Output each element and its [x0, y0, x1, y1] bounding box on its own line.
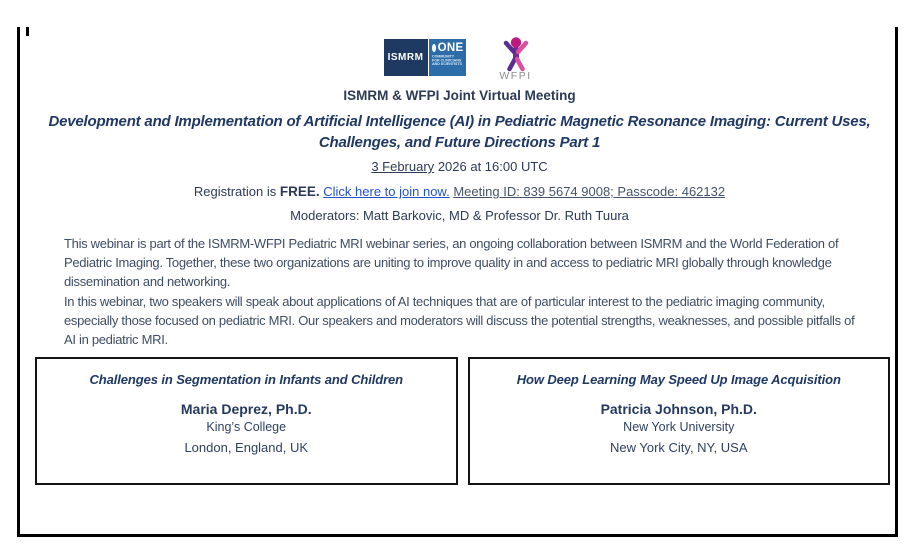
speaker-box-left [35, 357, 458, 485]
speaker-boxes-row [35, 357, 890, 485]
speaker-box-right [468, 357, 891, 485]
description-paragraph-1: This webinar is part of the ISMRM-WFPI Pediatric MRI webinar series, an ongoing collaboration between ISMRM and the World Federation of Pediatric Imaging. Together, these two organizations are uniting to improve quality in and access to pediatric MRI globally through knowledge dissemination and networking. [64, 236, 839, 289]
speaker-affiliation: New York University [623, 420, 735, 434]
ismrm-one-community-panel [429, 39, 466, 76]
ismrm-logo [384, 39, 466, 76]
ismrm-wordmark: ISMRM [384, 39, 429, 76]
one-globe-icon [432, 44, 436, 52]
speaker-location: London, England, UK [184, 440, 309, 455]
registration-free: FREE. [279, 184, 320, 199]
date-line [0, 159, 919, 174]
wfpi-logo [496, 36, 536, 82]
ismrm-sub-line: AND SCIENTISTS [431, 61, 462, 66]
speaker-name: Maria Deprez, Ph.D. [180, 401, 312, 417]
meeting-name: ISMRM & WFPI Joint Virtual Meeting [343, 88, 576, 103]
ismrm-sub-line: COMMUNITY [431, 55, 454, 59]
meeting-id-passcode[interactable]: Meeting ID: 839 5674 9008; Passcode: 462132 [453, 184, 726, 199]
registration-prefix: Registration is [193, 184, 277, 199]
speaker-name: Patricia Johnson, Ph.D. [600, 401, 757, 417]
talk-title: How Deep Learning May Speed Up Image Acquisition [516, 372, 841, 387]
webinar-title: Development and Implementation of Artificial Intelligence (AI) in Pediatric Magnetic Resonance Imaging: Current Uses, Challenges, and Future Directions Part 1 [48, 113, 871, 151]
date-link[interactable]: 3 February [371, 159, 435, 174]
ismrm-sub-line: FOR CLINICIANS [431, 58, 461, 63]
logos-row [0, 36, 919, 82]
date-rest: 2026 at 16:00 UTC [437, 159, 548, 174]
speaker-affiliation: King’s College [206, 420, 287, 434]
speaker-location: New York City, NY, USA [609, 440, 748, 455]
wfpi-person-icon [496, 36, 536, 72]
moderators-line: Moderators: Matt Barkovic, MD & Professor Dr. Ruth Tuura [290, 208, 629, 223]
description-paragraph-2: In this webinar, two speakers will speak about applications of AI techniques that are of particular interest to the pediatric imaging community, especially those focused on pediatric MRI. Our speakers and moderators will discuss the potential strengths, weaknesses, and possible pitfalls of AI in pediatric MRI. [64, 294, 855, 347]
join-now-link[interactable]: Click here to join now. [323, 184, 450, 199]
talk-title: Challenges in Segmentation in Infants and Children [89, 372, 404, 387]
one-label: ONE [437, 42, 464, 54]
registration-line [0, 184, 919, 199]
wfpi-label: WFPI [499, 70, 532, 82]
text-cursor-mark [26, 27, 29, 36]
